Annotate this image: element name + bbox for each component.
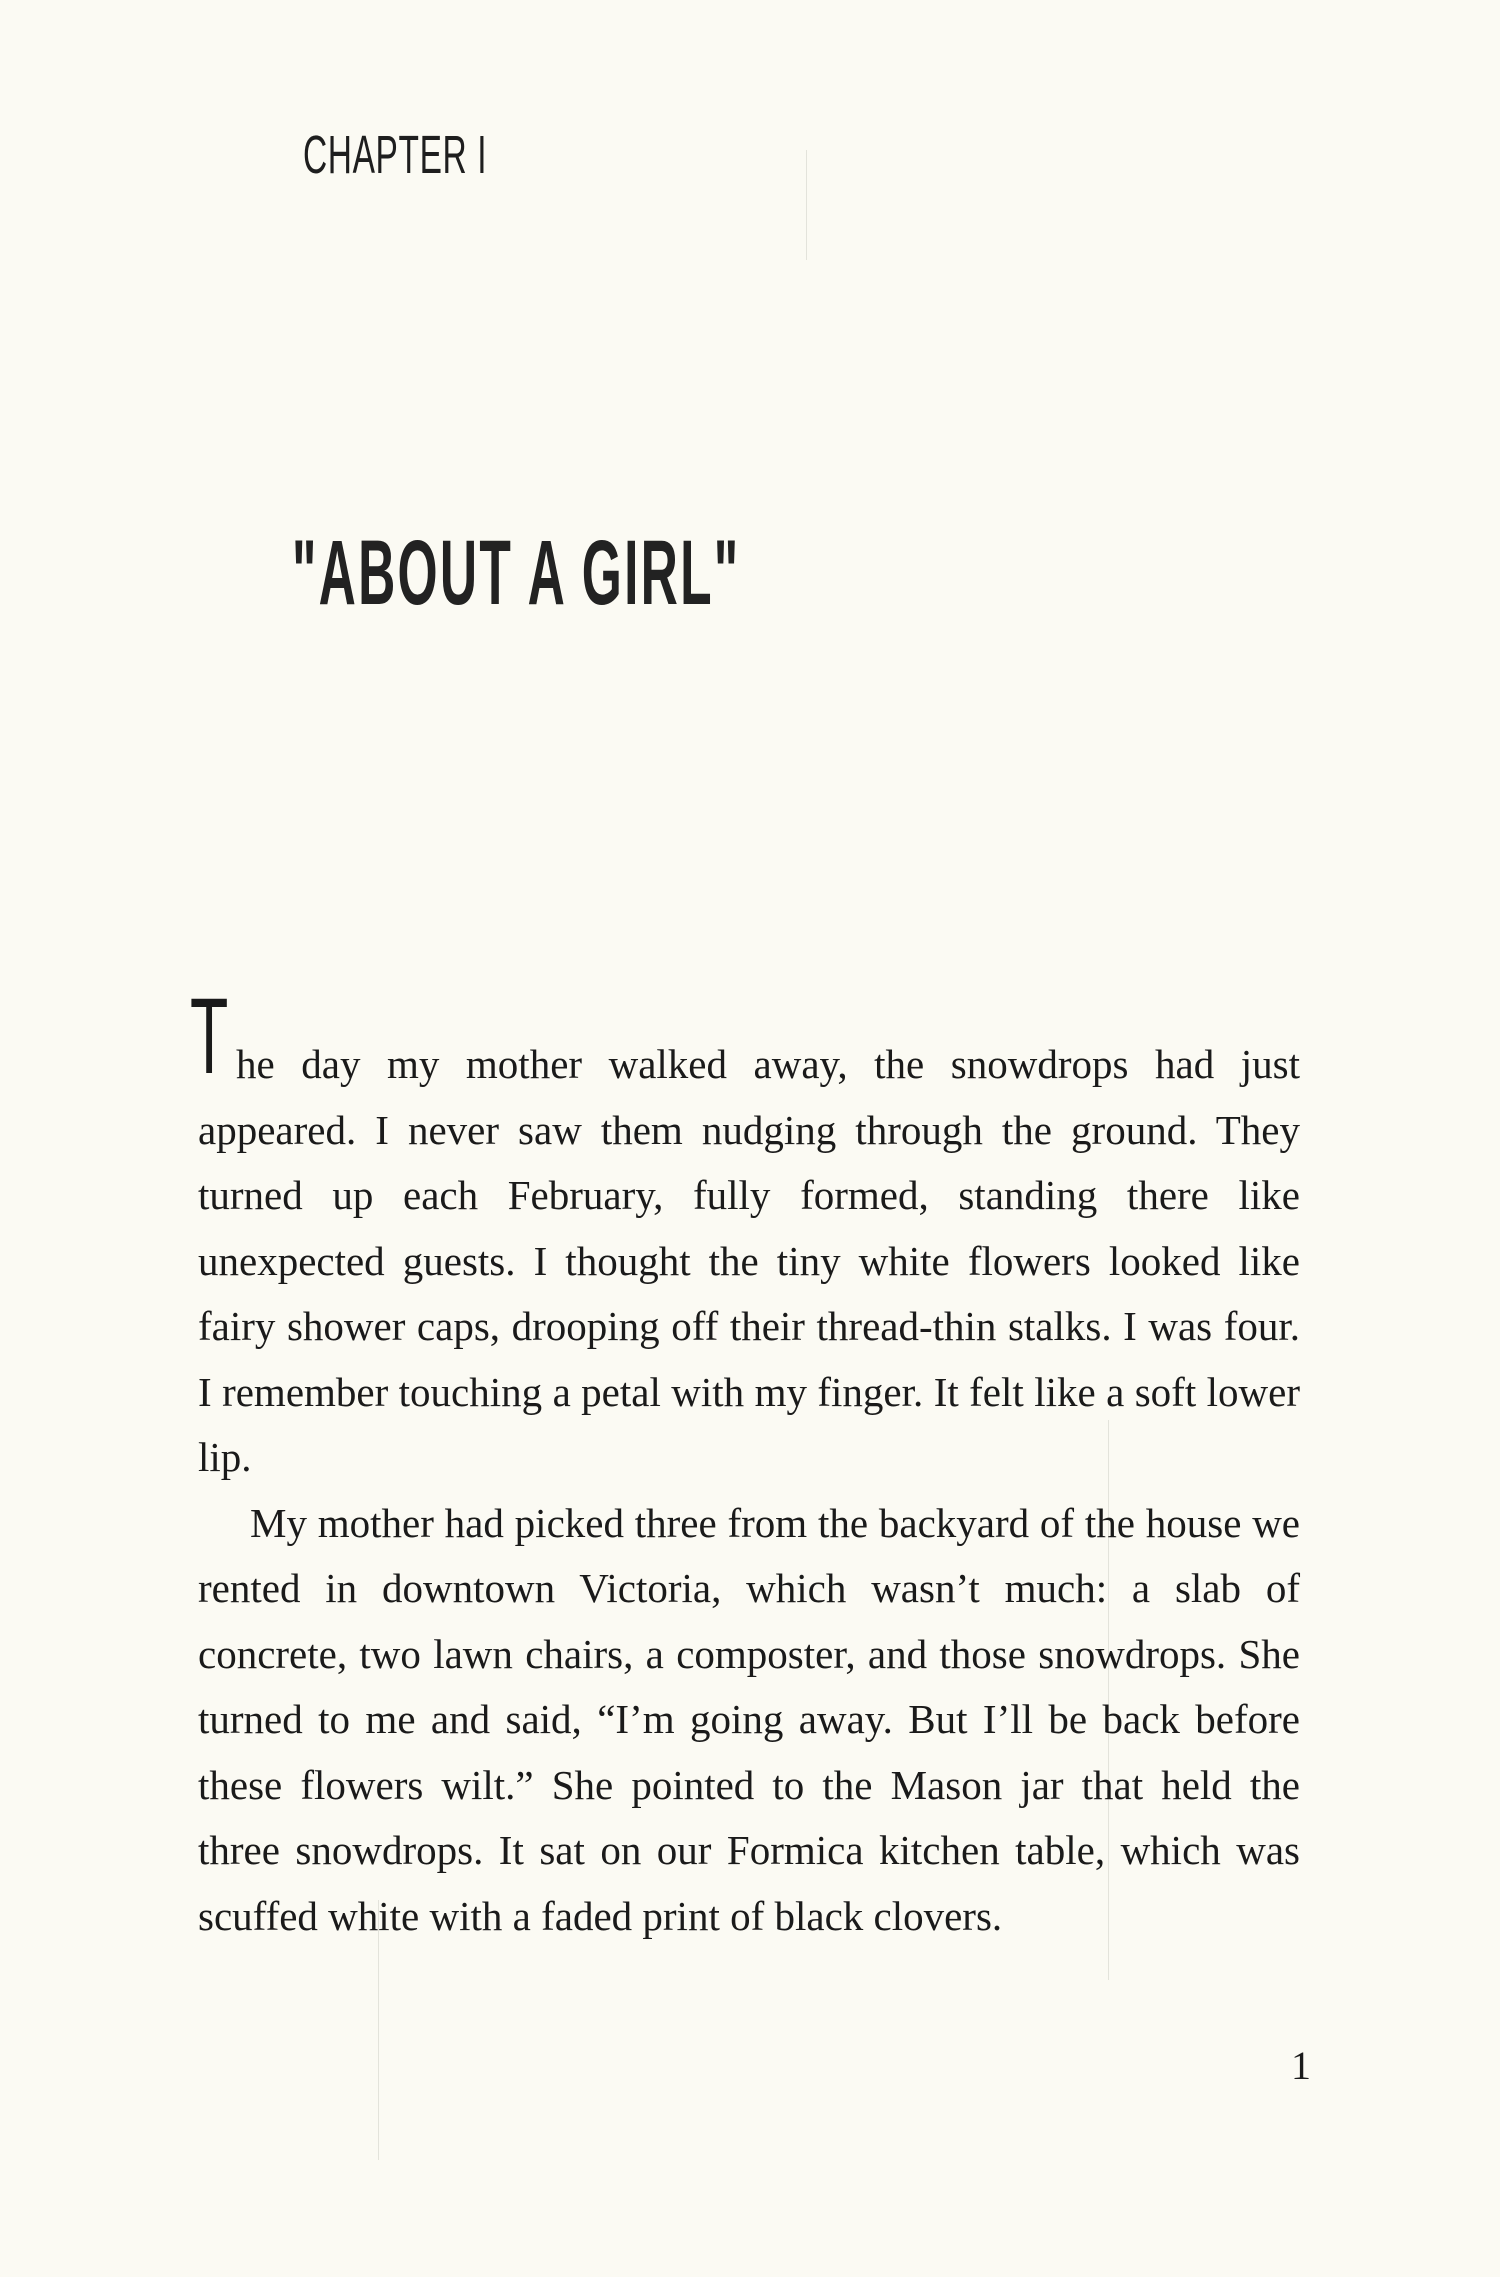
page-number: 1 (1291, 2043, 1311, 2088)
paragraph (198, 1032, 1300, 1491)
chapter-body (198, 1032, 1300, 1949)
drop-cap: T (190, 975, 229, 1096)
chapter-label: CHAPTER I (303, 125, 488, 185)
paragraph: My mother had picked three from the backyard of the house we rented in downtown Victoria, which wasn’t much: a slab of concrete, two lawn chairs, a composter, and those snowdrops. She turned to me and said, “I’m going away. But I’ll be back before these flowers wilt.” She pointed to the Mason jar that held the three snowdrops. It sat on our Formica kitchen table, which was scuffed white with a faded print of black clovers. (198, 1499, 1300, 1939)
scan-mark (806, 150, 807, 260)
chapter-title: "ABOUT A GIRL" (292, 522, 741, 624)
paragraph-text: he day my mother walked away, the snowdrops had just appeared. I never saw them nudging through the ground. They turned up each February, fully formed, standing there like unexpected guests. I thought the tiny white flowers looked like fairy shower caps, drooping off their thread-thin stalks. I was four. I remember touching a petal with my finger. It felt like a soft lower lip. (198, 1041, 1300, 1480)
